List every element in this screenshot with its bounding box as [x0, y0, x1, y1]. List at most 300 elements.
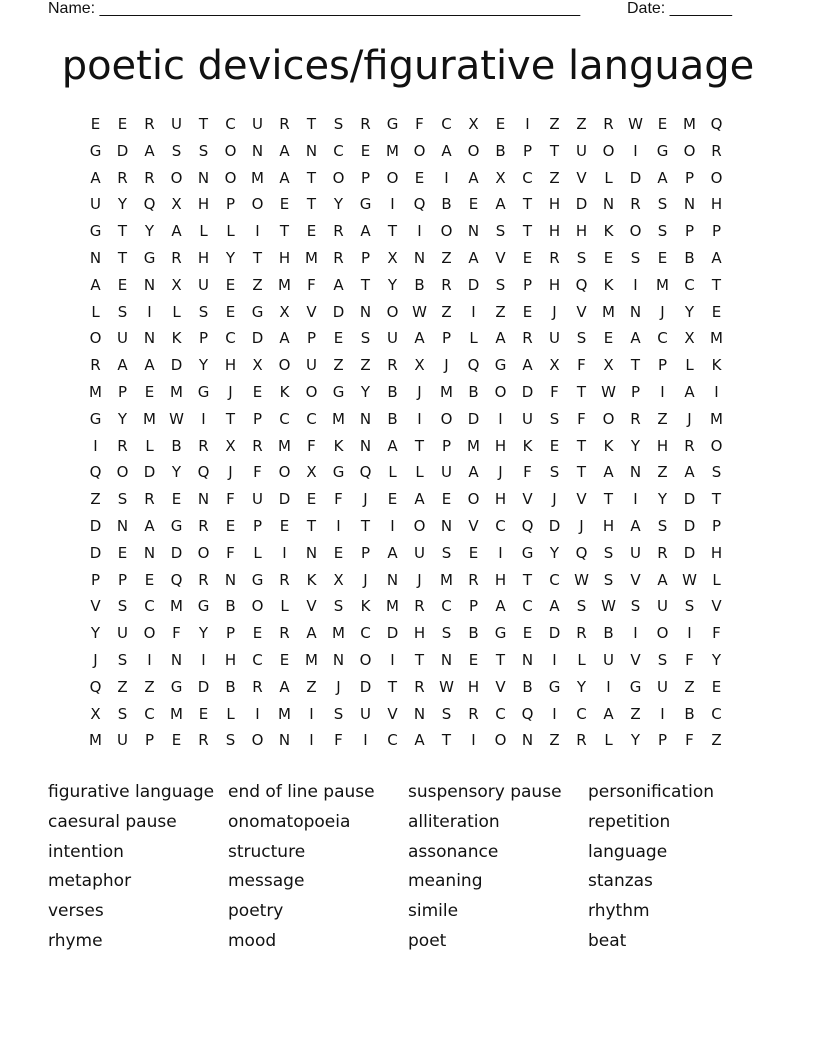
grid-letter: G — [197, 382, 210, 401]
grid-letter: N — [143, 275, 156, 294]
grid-letter: C — [441, 597, 452, 616]
grid-letter: Y — [630, 731, 641, 750]
grid-letter: P — [306, 329, 317, 348]
grid-letter: R — [198, 731, 209, 750]
grid-letter: B — [684, 704, 695, 723]
grid-letter: I — [363, 731, 368, 750]
grid-letter: E — [144, 382, 155, 401]
grid-letter: N — [359, 302, 372, 321]
grid-letter: C — [144, 704, 155, 723]
grid-letter: I — [417, 409, 422, 428]
grid-letter: R — [117, 436, 128, 455]
grid-letter: E — [333, 543, 344, 562]
grid-letter: K — [522, 436, 533, 455]
word-bank-item: intention — [48, 841, 124, 862]
grid-letter: G — [656, 141, 669, 160]
grid-letter: L — [145, 436, 154, 455]
grid-letter: I — [93, 436, 98, 455]
grid-letter: M — [386, 141, 399, 160]
grid-row — [82, 459, 730, 486]
grid-letter: D — [170, 356, 183, 375]
grid-row — [82, 701, 730, 728]
grid-letter: S — [117, 597, 128, 616]
grid-letter: R — [117, 168, 128, 187]
grid-letter: N — [251, 141, 264, 160]
grid-letter: Z — [144, 677, 155, 696]
grid-letter: R — [657, 543, 668, 562]
word-bank-item: caesural pause — [48, 811, 177, 832]
grid-letter: U — [252, 490, 263, 509]
grid-letter: E — [252, 624, 263, 643]
grid-letter: E — [522, 248, 533, 267]
grid-letter: O — [467, 490, 480, 509]
grid-letter: Z — [657, 463, 668, 482]
grid-letter: G — [386, 115, 399, 133]
grid-letter: I — [147, 650, 152, 669]
grid-letter: U — [603, 650, 614, 669]
grid-letter: H — [278, 248, 291, 267]
grid-letter: E — [117, 543, 128, 562]
grid-letter: K — [171, 329, 182, 348]
grid-letter: I — [552, 650, 557, 669]
header-line — [48, 0, 748, 18]
grid-letter: R — [279, 624, 290, 643]
grid-letter: I — [201, 409, 206, 428]
grid-letter: T — [522, 570, 533, 589]
grid-letter: M — [332, 624, 345, 643]
grid-letter: I — [444, 168, 449, 187]
grid-letter: M — [332, 409, 345, 428]
grid-letter: U — [117, 624, 128, 643]
grid-letter: J — [660, 302, 665, 321]
grid-letter: E — [711, 302, 722, 321]
grid-letter: P — [522, 141, 533, 160]
grid-letter: B — [387, 409, 398, 428]
grid-letter: R — [711, 141, 722, 160]
grid-letter: U — [630, 543, 641, 562]
grid-letter: L — [388, 463, 397, 482]
grid-letter: I — [471, 302, 476, 321]
grid-letter: Q — [197, 463, 210, 482]
grid-letter: P — [117, 570, 128, 589]
grid-letter: O — [494, 731, 507, 750]
grid-letter: F — [523, 463, 532, 482]
name-field: Name: ______________________________________________________ — [48, 0, 581, 17]
grid-letter: E — [657, 115, 668, 133]
grid-letter: E — [306, 490, 317, 509]
grid-letter: I — [255, 704, 260, 723]
grid-letter: Z — [549, 731, 560, 750]
grid-letter: T — [279, 222, 290, 241]
grid-letter: A — [279, 329, 290, 348]
grid-letter: M — [710, 329, 723, 348]
grid-letter: H — [575, 222, 588, 241]
grid-letter: R — [252, 677, 263, 696]
grid-letter: L — [226, 222, 235, 241]
grid-letter: T — [441, 731, 452, 750]
grid-letter: G — [332, 382, 345, 401]
grid-letter: M — [143, 409, 156, 428]
grid-letter: D — [89, 516, 102, 535]
grid-letter: D — [548, 516, 561, 535]
grid-letter: T — [387, 222, 398, 241]
word-bank-item: poetry — [228, 901, 284, 922]
grid-letter: F — [307, 275, 316, 294]
grid-letter: R — [603, 115, 614, 133]
grid-letter: N — [89, 248, 102, 267]
grid-letter: O — [413, 141, 426, 160]
grid-letter: O — [602, 141, 615, 160]
grid-letter: A — [684, 463, 695, 482]
grid-letter: B — [387, 382, 398, 401]
grid-letter: Z — [360, 356, 371, 375]
grid-letter: G — [332, 463, 345, 482]
grid-letter: F — [685, 731, 694, 750]
word-bank-item: message — [228, 871, 305, 892]
grid-letter: R — [414, 597, 425, 616]
grid-letter: F — [415, 115, 424, 133]
grid-letter: O — [116, 463, 129, 482]
grid-letter: Y — [171, 463, 182, 482]
grid-letter: E — [225, 302, 236, 321]
grid-row — [82, 433, 730, 460]
grid-letter: L — [91, 302, 100, 321]
grid-letter: B — [171, 436, 182, 455]
grid-letter: T — [360, 275, 371, 294]
grid-letter: Y — [117, 195, 128, 214]
grid-letter: P — [711, 222, 722, 241]
grid-letter: U — [387, 329, 398, 348]
grid-letter: N — [224, 570, 237, 589]
grid-letter: O — [683, 141, 696, 160]
grid-letter: I — [498, 409, 503, 428]
grid-letter: V — [468, 516, 479, 535]
grid-letter: W — [412, 302, 427, 321]
grid-row — [82, 352, 730, 379]
grid-letter: J — [363, 570, 368, 589]
grid-letter: U — [414, 543, 425, 562]
grid-letter: T — [360, 516, 371, 535]
grid-row — [82, 486, 730, 513]
grid-row — [82, 218, 730, 245]
grid-letter: N — [143, 329, 156, 348]
grid-letter: A — [684, 382, 695, 401]
grid-letter: V — [576, 302, 587, 321]
grid-letter: F — [334, 731, 343, 750]
grid-letter: N — [116, 516, 129, 535]
grid-letter: I — [201, 650, 206, 669]
grid-letter: Q — [521, 704, 534, 723]
grid-letter: H — [548, 195, 561, 214]
grid-letter: E — [468, 195, 479, 214]
grid-letter: S — [441, 624, 452, 643]
grid-letter: E — [522, 302, 533, 321]
grid-row — [82, 727, 730, 754]
grid-letter: E — [549, 436, 560, 455]
grid-letter: O — [332, 168, 345, 187]
grid-letter: I — [147, 302, 152, 321]
grid-letter: O — [440, 409, 453, 428]
grid-letter: A — [90, 168, 101, 187]
grid-letter: A — [468, 463, 479, 482]
grid-letter: Y — [144, 222, 155, 241]
grid-letter: A — [549, 597, 560, 616]
grid-letter: T — [414, 436, 425, 455]
grid-letter: J — [552, 490, 557, 509]
grid-letter: I — [498, 543, 503, 562]
grid-letter: H — [710, 543, 723, 562]
grid-letter: X — [549, 356, 560, 375]
grid-letter: A — [468, 168, 479, 187]
grid-letter: O — [251, 731, 264, 750]
grid-letter: B — [495, 141, 506, 160]
word-bank-item: alliteration — [408, 811, 500, 832]
grid-letter: C — [522, 168, 533, 187]
grid-letter: J — [498, 463, 503, 482]
grid-letter: U — [657, 597, 668, 616]
grid-letter: E — [711, 677, 722, 696]
grid-letter: S — [576, 597, 587, 616]
grid-letter: T — [522, 195, 533, 214]
grid-letter: N — [278, 731, 291, 750]
grid-letter: D — [359, 677, 372, 696]
grid-letter: I — [633, 275, 638, 294]
grid-letter: F — [685, 650, 694, 669]
grid-letter: T — [306, 516, 317, 535]
grid-letter: M — [602, 302, 615, 321]
grid-letter: E — [279, 516, 290, 535]
grid-letter: A — [630, 516, 641, 535]
grid-row — [82, 138, 730, 165]
grid-letter: Y — [90, 624, 101, 643]
grid-letter: E — [333, 329, 344, 348]
grid-letter: X — [603, 356, 614, 375]
grid-letter: N — [521, 650, 534, 669]
grid-letter: E — [252, 382, 263, 401]
grid-letter: N — [602, 195, 615, 214]
grid-letter: T — [603, 490, 614, 509]
grid-letter: S — [198, 141, 209, 160]
grid-letter: V — [576, 490, 587, 509]
grid-letter: Z — [549, 168, 560, 187]
grid-letter: S — [117, 650, 128, 669]
grid-letter: R — [468, 704, 479, 723]
grid-letter: T — [576, 436, 587, 455]
grid-letter: S — [441, 704, 452, 723]
grid-letter: L — [199, 222, 208, 241]
grid-letter: O — [467, 141, 480, 160]
grid-letter: Z — [306, 677, 317, 696]
grid-letter: D — [629, 168, 642, 187]
grid-letter: O — [89, 329, 102, 348]
grid-letter: A — [171, 222, 182, 241]
grid-letter: E — [468, 543, 479, 562]
grid-letter: S — [711, 463, 722, 482]
grid-letter: G — [629, 677, 642, 696]
grid-letter: K — [711, 356, 722, 375]
grid-letter: L — [604, 731, 613, 750]
grid-letter: U — [306, 356, 317, 375]
grid-letter: R — [333, 248, 344, 267]
grid-letter: A — [414, 731, 425, 750]
grid-letter: D — [143, 463, 156, 482]
grid-letter: R — [522, 329, 533, 348]
grid-letter: I — [336, 516, 341, 535]
grid-letter: U — [441, 463, 452, 482]
grid-letter: I — [525, 115, 530, 133]
grid-letter: A — [387, 436, 398, 455]
grid-letter: M — [305, 248, 318, 267]
grid-letter: U — [522, 409, 533, 428]
grid-letter: P — [117, 382, 128, 401]
grid-letter: Q — [575, 275, 588, 294]
grid-letter: G — [494, 624, 507, 643]
grid-letter: R — [441, 275, 452, 294]
grid-letter: N — [413, 248, 426, 267]
grid-letter: N — [521, 731, 534, 750]
grid-letter: A — [306, 624, 317, 643]
grid-letter: C — [333, 141, 344, 160]
grid-letter: D — [575, 195, 588, 214]
grid-letter: S — [630, 248, 641, 267]
grid-letter: G — [89, 222, 102, 241]
grid-letter: M — [440, 570, 453, 589]
grid-letter: M — [170, 704, 183, 723]
grid-letter: U — [657, 677, 668, 696]
grid-letter: P — [360, 543, 371, 562]
grid-letter: N — [629, 463, 642, 482]
grid-letter: C — [387, 731, 398, 750]
grid-letter: X — [387, 248, 398, 267]
grid-letter: P — [684, 222, 695, 241]
grid-letter: D — [332, 302, 345, 321]
grid-letter: U — [117, 329, 128, 348]
grid-letter: D — [467, 409, 480, 428]
grid-letter: I — [309, 704, 314, 723]
grid-letter: B — [225, 677, 236, 696]
grid-letter: A — [657, 570, 668, 589]
grid-letter: T — [387, 677, 398, 696]
grid-letter: I — [390, 516, 395, 535]
grid-letter: D — [278, 490, 291, 509]
grid-letter: S — [333, 115, 344, 133]
grid-letter: R — [144, 115, 155, 133]
grid-letter: X — [90, 704, 101, 723]
grid-letter: N — [440, 650, 453, 669]
grid-letter: H — [602, 516, 615, 535]
word-bank-item: assonance — [408, 841, 499, 862]
word-bank-item: figurative language — [48, 782, 215, 802]
grid-letter: P — [630, 382, 641, 401]
grid-letter: R — [576, 624, 587, 643]
grid-letter: P — [360, 248, 371, 267]
grid-letter: S — [225, 731, 236, 750]
grid-letter: A — [279, 141, 290, 160]
grid-letter: R — [279, 570, 290, 589]
grid-letter: J — [444, 356, 449, 375]
grid-letter: E — [468, 650, 479, 669]
grid-letter: S — [171, 141, 182, 160]
grid-letter: A — [279, 677, 290, 696]
grid-letter: P — [252, 409, 263, 428]
grid-letter: E — [603, 329, 614, 348]
grid-letter: T — [252, 248, 263, 267]
grid-letter: G — [494, 356, 507, 375]
grid-letter: Y — [360, 382, 371, 401]
grid-letter: I — [282, 543, 287, 562]
grid-letter: B — [468, 382, 479, 401]
grid-letter: W — [628, 115, 643, 133]
grid-letter: E — [171, 490, 182, 509]
grid-letter: A — [495, 597, 506, 616]
grid-letter: I — [633, 141, 638, 160]
grid-letter: U — [117, 731, 128, 750]
grid-letter: Z — [657, 409, 668, 428]
grid-letter: C — [522, 597, 533, 616]
grid-letter: D — [548, 624, 561, 643]
grid-letter: E — [198, 704, 209, 723]
grid-letter: S — [684, 597, 695, 616]
grid-letter: X — [171, 275, 182, 294]
grid-letter: T — [117, 222, 128, 241]
grid-letter: O — [710, 436, 723, 455]
grid-letter: S — [603, 570, 614, 589]
grid-letter: C — [495, 704, 506, 723]
grid-letter: R — [333, 222, 344, 241]
grid-letter: O — [413, 516, 426, 535]
grid-letter: A — [522, 356, 533, 375]
grid-letter: Q — [89, 677, 102, 696]
grid-letter: B — [441, 195, 452, 214]
grid-letter: O — [656, 624, 669, 643]
grid-letter: A — [603, 704, 614, 723]
grid-letter: C — [495, 516, 506, 535]
grid-letter: W — [601, 382, 616, 401]
word-bank-item: poet — [408, 930, 447, 951]
grid-row — [82, 513, 730, 540]
grid-letter: E — [306, 222, 317, 241]
grid-letter: E — [279, 650, 290, 669]
grid-letter: G — [197, 597, 210, 616]
grid-letter: T — [414, 650, 425, 669]
grid-letter: J — [417, 570, 422, 589]
grid-letter: J — [336, 677, 341, 696]
grid-letter: R — [279, 115, 290, 133]
grid-letter: Z — [630, 704, 641, 723]
grid-letter: Q — [413, 195, 426, 214]
grid-row — [82, 593, 730, 620]
grid-letter: A — [117, 356, 128, 375]
grid-letter: D — [251, 329, 264, 348]
grid-letter: O — [224, 141, 237, 160]
word-bank-item: stanzas — [588, 871, 653, 892]
grid-letter: L — [415, 463, 424, 482]
word-bank — [48, 778, 768, 957]
grid-letter: F — [712, 624, 721, 643]
grid-letter: T — [711, 490, 722, 509]
grid-letter: T — [522, 222, 533, 241]
grid-letter: U — [360, 704, 371, 723]
grid-letter: E — [360, 141, 371, 160]
grid-letter: U — [198, 275, 209, 294]
grid-letter: C — [684, 275, 695, 294]
grid-letter: F — [307, 436, 316, 455]
grid-letter: N — [359, 409, 372, 428]
grid-letter: T — [576, 463, 587, 482]
grid-letter: V — [522, 490, 533, 509]
grid-letter: C — [441, 115, 452, 133]
grid-letter: B — [414, 275, 425, 294]
